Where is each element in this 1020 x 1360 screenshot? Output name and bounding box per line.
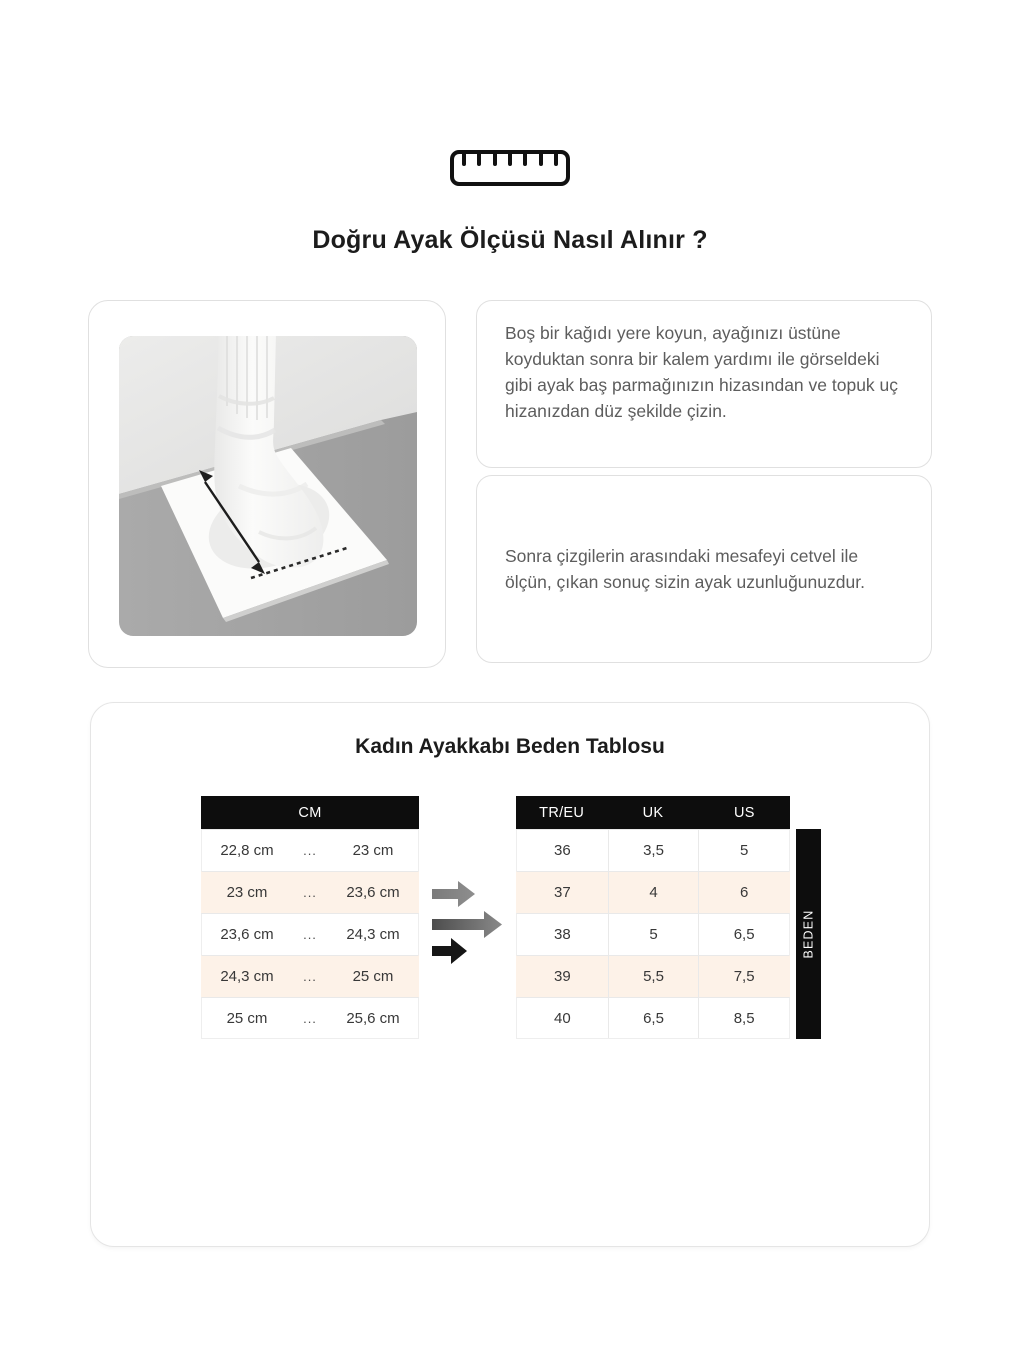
size-table-header-treu: TR/EU: [539, 804, 585, 821]
instruction-step-1: [476, 300, 932, 468]
size-table-row: 37 4 6: [516, 871, 790, 913]
size-table-header-us: US: [733, 804, 755, 821]
size-table-header-uk: UK: [642, 804, 664, 821]
cm-table-row: 23,6 cm ... 24,3 cm: [201, 913, 419, 955]
howto-section: [88, 300, 932, 668]
size-table-row: 40 6,5 8,5: [516, 997, 790, 1039]
foot-on-paper-illustration: [119, 336, 417, 636]
cm-table: [201, 796, 419, 1039]
cm-table-row: 23 cm ... 23,6 cm: [201, 871, 419, 913]
size-table-row: 36 3,5 5: [516, 829, 790, 871]
cm-table-row: 24,3 cm ... 25 cm: [201, 955, 419, 997]
foot-measure-photo-card: [88, 300, 446, 668]
cm-table-row: 22,8 cm ... 23 cm: [201, 829, 419, 871]
size-tables-row: [91, 796, 929, 1039]
triple-arrow-icon: [432, 880, 506, 964]
size-table: [516, 796, 790, 1039]
beden-vertical-bar: [796, 829, 821, 1039]
size-chart-card: [90, 702, 930, 1247]
cm-table-header: CM: [201, 796, 419, 829]
instructions-column: [476, 300, 932, 668]
cm-table-row: 25 cm ... 25,6 cm: [201, 997, 419, 1039]
foot-measure-photo: [119, 336, 417, 636]
ruler-icon: [450, 150, 570, 186]
size-chart-title: Kadın Ayakkabı Beden Tablosu: [355, 735, 665, 758]
size-table-row: 38 5 6,5: [516, 913, 790, 955]
instruction-step-2: [476, 475, 932, 663]
instruction-step-1-text: Boş bir kağıdı yere koyun, ayağınızı üstüne koyduktan sonra bir kalem yardımı ile görseldeki gibi ayak baş parmağınızın hizasından ve topuk uç hizanızdan düz şekilde çizin.: [505, 323, 899, 421]
size-table-header: [516, 796, 790, 829]
size-table-row: 39 5,5 7,5: [516, 955, 790, 997]
page-title: Doğru Ayak Ölçüsü Nasıl Alınır ?: [312, 226, 708, 254]
ruler-icon-wrap: [0, 0, 1020, 186]
beden-label: BEDEN: [801, 909, 816, 959]
instruction-step-2-text: Sonra çizgilerin arasındaki mesafeyi cetvel ile ölçün, çıkan sonuç sizin ayak uzunluğunuzdur.: [505, 546, 865, 592]
conversion-arrows-gap: [419, 796, 516, 1039]
